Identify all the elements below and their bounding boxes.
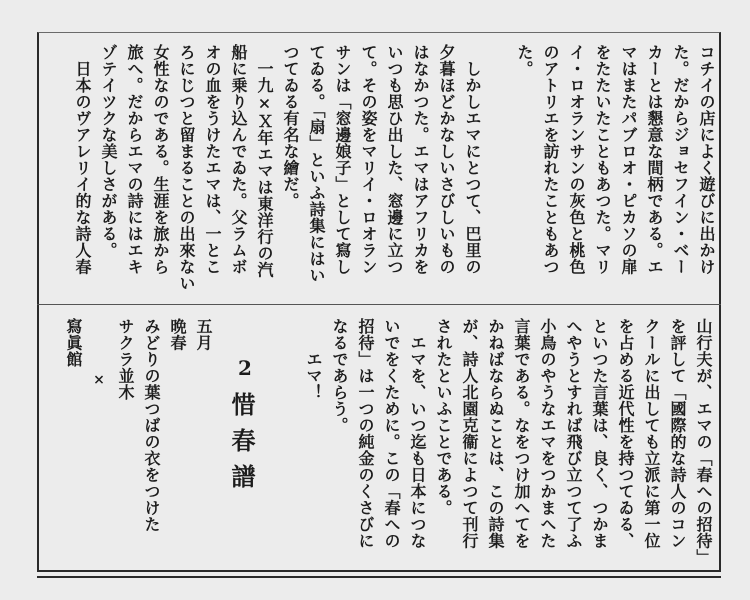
body-column: つてゐる有名な繪だ。 [281, 44, 300, 209]
body-column: ゾテイツクな美しさがある。 [99, 44, 118, 259]
body-column: オの血をうけたエマは、一とこ [203, 44, 222, 275]
poem-mark: × [91, 372, 107, 389]
body-column: た。 [515, 44, 534, 77]
body-column: イ・ロオランサンの灰色と桃色 [567, 44, 586, 275]
body-column: 女性なのである。生涯を旅から [151, 44, 170, 275]
body-column: 一九×Ｘ年エマは東洋行の汽 [255, 44, 274, 278]
body-column: て。その姿をマリイ・ロオラン [359, 44, 378, 275]
body-column: カーとは懇意な間柄である。エ [645, 44, 664, 275]
body-column: を占める近代性を持つてゐる、 [616, 318, 635, 549]
body-column: クールに出しても立派に第一位 [642, 318, 661, 549]
body-column: かねばならぬことは、この詩集 [486, 318, 505, 549]
body-column: ろにじつと留まることの出來ない [177, 44, 196, 292]
poem-line: みどりの葉つばの衣をつけた [142, 318, 161, 533]
body-column: しかしエマにとつて、巴里の [463, 44, 482, 275]
poem-line: 晩春 [168, 318, 187, 351]
body-column: されたといふことである。 [434, 318, 453, 516]
body-column: マはまたパブロオ・ピカソの扉 [619, 44, 638, 275]
body-column: が、詩人北園克衞によつて刊行 [460, 318, 479, 549]
body-column: はなかつた。エマはアフリカを [411, 44, 430, 275]
body-column: エマ！ [304, 318, 323, 401]
chapter-number: 2 [233, 356, 257, 381]
middle-divider [37, 304, 721, 305]
body-column: 旅へ。だからエマの詩にはエキ [125, 44, 144, 275]
body-column: いでをくために。この「春への [382, 318, 401, 549]
body-column: てゐる。「扇」といふ詩集にはい [307, 44, 326, 284]
body-column: 言葉である。なをつけ加へてを [512, 318, 531, 549]
body-column: 夕暮ほどかなしいさびしいもの [437, 44, 456, 275]
body-column: エマを、いつ迄も日本につな [408, 318, 427, 549]
body-column: 招待」は一つの純金のくさびに [356, 318, 375, 549]
body-column: なるであらう。 [330, 318, 349, 434]
body-column: といつた言葉は、良く、つかま [590, 318, 609, 549]
body-column: のアトリエを訪れたこともあつ [541, 44, 560, 275]
poem-line: 五月 [194, 318, 213, 351]
body-column: へやうとすれば飛び立つて了ふ [564, 318, 583, 549]
body-column: いつも思ひ出した、窓邊に立つ [385, 44, 404, 275]
body-column: 船に乗り込んでゐた。父ラムボ [229, 44, 248, 275]
body-column: た。だからジョセフイン・ベー [671, 44, 690, 275]
bottom-rule-2 [37, 576, 721, 578]
body-column: 小鳥のやうなエマをつかまへた [538, 318, 557, 549]
body-column: をたたいたこともあつた。マリ [593, 44, 612, 275]
photo-credit: 寫眞館 [64, 318, 83, 368]
chapter-title: 惜春譜 [227, 392, 256, 500]
body-column: コチイの店によく遊びに出かけ [697, 44, 716, 275]
bottom-rule [37, 570, 721, 572]
body-column: 山行夫が、エマの「春への招待」 [694, 318, 713, 566]
body-column: 日本のヴアレリイ的な詩人春 [73, 44, 92, 275]
poem-line: サクラ並木 [116, 318, 135, 401]
body-column: サンは「窓邊娘子」として寫し [333, 44, 352, 275]
body-column: を評して「國際的な詩人のコン [668, 318, 687, 549]
